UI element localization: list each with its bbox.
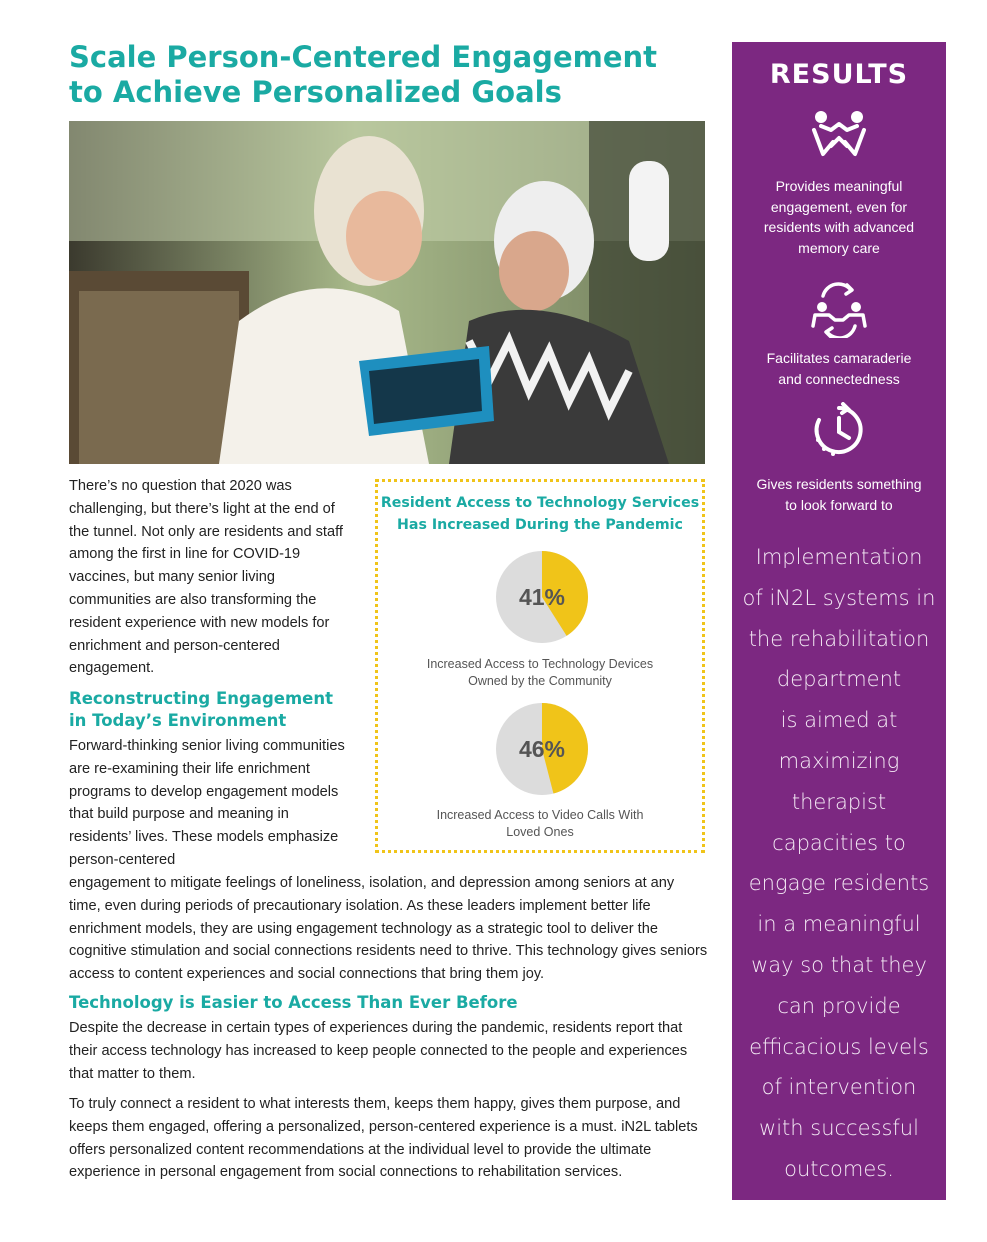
result-line: memory care xyxy=(798,239,880,256)
caption-line: Owned by the Community xyxy=(468,674,612,688)
heading-line: Reconstructing Engagement xyxy=(69,689,333,708)
quote-line: department xyxy=(776,667,902,692)
stats-title-line: Resident Access to Technology Services xyxy=(380,495,700,511)
heading-line: in Today’s Environment xyxy=(69,711,287,730)
result-line: Gives residents something xyxy=(756,476,922,492)
stats-title-line: Has Increased During the Pandemic xyxy=(397,517,683,533)
section-heading-engagement xyxy=(69,688,369,732)
quote-line: efficacious levels xyxy=(749,1034,929,1059)
title-line: to Achieve Personalized Goals xyxy=(69,75,562,109)
hero-photo xyxy=(69,121,705,464)
result-line: Provides meaningful xyxy=(775,178,903,194)
quote-line: maximizing xyxy=(778,748,900,773)
engagement-paragraph-part2: engagement to mitigate feelings of loneliness, isolation, and depression among seniors at any time, even during periods of precautionary isolation. As these leaders implement better life enrichment models, they are using engagement technology as a strategic tool to deliver the cognitive stimulation and social connections residents need to thrive. This technology gives seniors access to content experiences and social connections that bring them joy. xyxy=(69,875,708,983)
quote-line: capacities to xyxy=(772,830,906,855)
photo-illustration xyxy=(69,121,705,464)
quote-line: of iN2L systems in xyxy=(742,585,936,610)
stats-title xyxy=(378,492,702,536)
pie-percent-label: 46% xyxy=(518,736,566,762)
pie-caption-devices xyxy=(388,656,692,690)
results-sidebar xyxy=(732,42,946,1200)
result-line: engagement, even for xyxy=(770,198,908,215)
people-exchange-icon xyxy=(809,282,869,338)
quote-line: engage residents xyxy=(748,871,930,896)
stats-callout xyxy=(375,479,705,853)
pie-chart-devices xyxy=(496,551,588,643)
quote-line: outcomes. xyxy=(784,1156,894,1181)
quote-line: way so that they xyxy=(751,952,927,977)
engagement-hands-icon xyxy=(809,108,869,164)
technology-paragraph-2: To truly connect a resident to what interests them, keeps them happy, gives them purpose, and keeps them engaged, offering a personalized, person-centered experience is a must. iN2L tablets offers personalized content recommendations at the individual level to provide the ultimate experience in personal engagement from social connections to rehabilitation services. xyxy=(69,1096,698,1181)
result-line: Facilitates camaraderie xyxy=(766,350,912,366)
result-line: and connectedness xyxy=(778,370,900,387)
quote-line: Implementation xyxy=(755,545,923,569)
engagement-paragraph-part1: Forward-thinking senior living communities are re-examining their life enrichment programs to develop engagement models that build purpose and meaning in residents’ lives. These models emphasize person-centered xyxy=(69,738,345,868)
quote-line: with successful xyxy=(759,1116,919,1141)
quote-line: therapist xyxy=(791,789,887,814)
quote-line: is aimed at xyxy=(780,708,898,733)
pie-chart-video-calls xyxy=(496,703,588,795)
result-line: to look forward to xyxy=(785,496,893,513)
clock-forward-icon xyxy=(809,402,869,458)
title-line: Scale Person-Centered Engagement xyxy=(69,40,658,74)
quote-line: of intervention xyxy=(761,1075,917,1100)
pie-caption-video-calls xyxy=(388,807,692,841)
page-title xyxy=(69,40,709,110)
caption-line: Loved Ones xyxy=(506,825,574,839)
caption-line: Increased Access to Video Calls With xyxy=(436,808,644,822)
technology-paragraph-1: Despite the decrease in certain types of experiences during the pandemic, residents report that their access technology has increased to keep people connected to the people and experiences that matter to them. xyxy=(69,1020,688,1082)
result-text-look-forward xyxy=(742,474,936,515)
result-line: residents with advanced xyxy=(763,219,915,235)
implementation-quote xyxy=(736,537,942,1190)
section-heading-technology: Technology is Easier to Access Than Ever Before xyxy=(69,993,518,1012)
results-title: RESULTS xyxy=(769,59,909,90)
caption-line: Increased Access to Technology Devices xyxy=(426,657,654,671)
result-text-engagement xyxy=(742,176,936,258)
pie-percent-label: 41% xyxy=(518,584,566,610)
quote-line: in a meaningful xyxy=(757,912,921,937)
intro-paragraph: There’s no question that 2020 was challenging, but there’s light at the end of the tunnel. Not only are residents and staff among the first in line for COVID-19 vaccines, but many senior living communities are also transforming the resident experience with new models for enrichment and person-centered engagement. xyxy=(69,478,343,677)
quote-line: can provide xyxy=(777,993,901,1018)
quote-line: the rehabilitation xyxy=(748,626,930,651)
result-text-camaraderie xyxy=(742,348,936,389)
